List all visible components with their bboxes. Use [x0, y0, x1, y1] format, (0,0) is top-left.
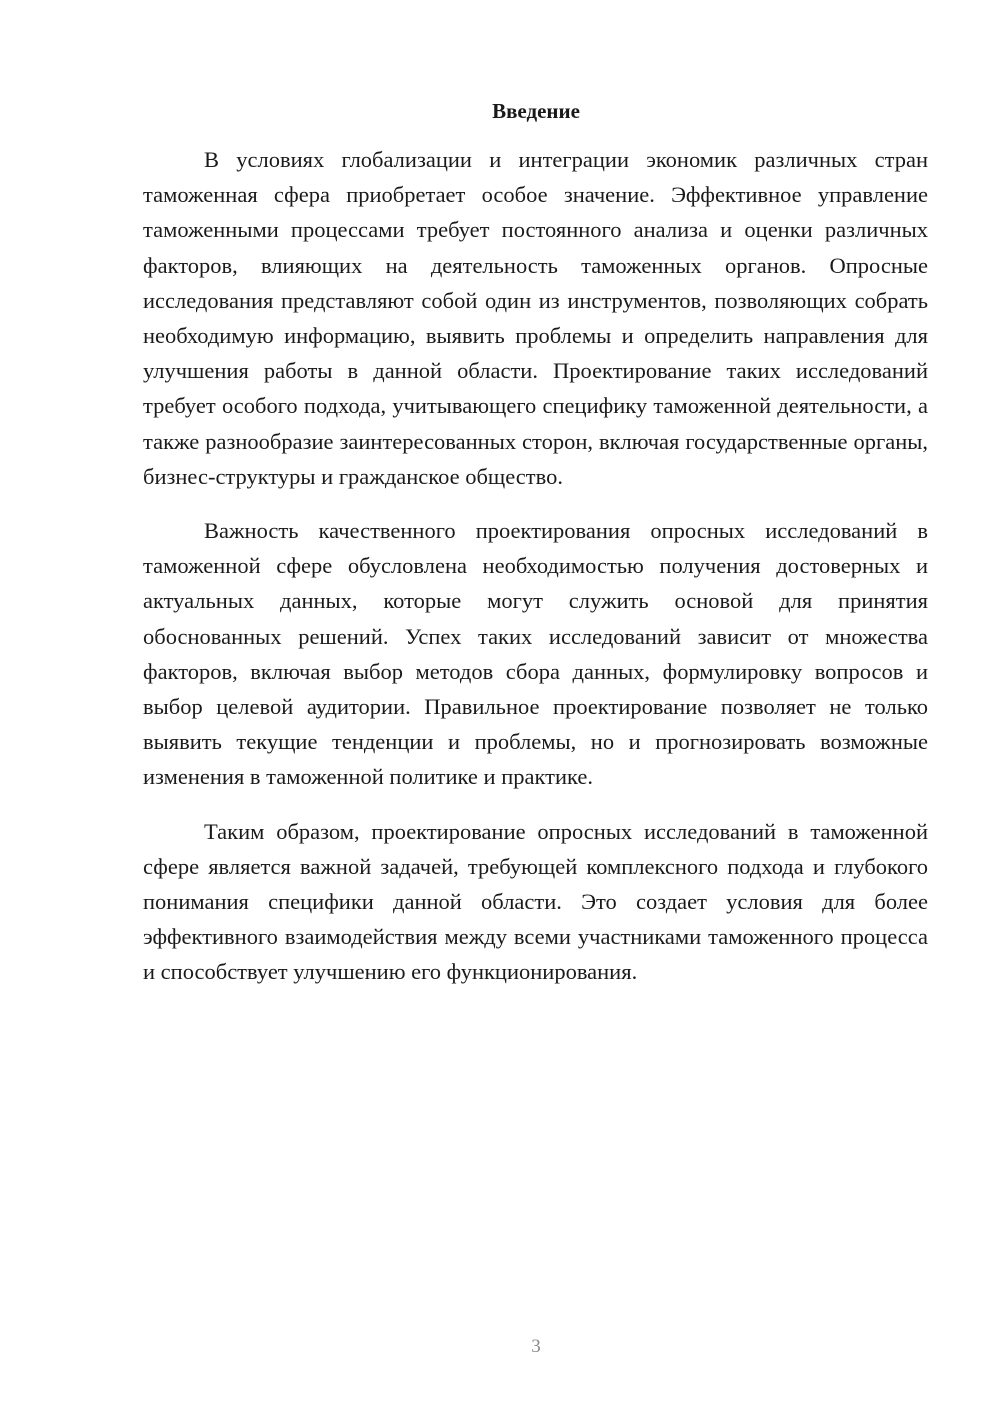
page-number: 3 [531, 1336, 541, 1357]
paragraph-2: Важность качественного проектирования опросных исследований в таможенной сфере обусловлена необходимостью получения достоверных и актуальных данных, которые могут служить основой для принятия обоснованных решений. Успех таких исследований зависит от множества факторов, включая выбор методов сбора данных, формулировку вопросов и выбор целевой аудитории. Правильное проектирование позволяет не только выявить текущие тенденции и проблемы, но и прогнозировать возможные изменения в таможенной политике и практике. [143, 518, 928, 790]
paragraph-3: Таким образом, проектирование опросных исследований в таможенной сфере является важной задачей, требующей комплексного подхода и глубокого понимания специфики данной области. Это создает условия для более эффективного взаимодействия между всеми участниками таможенного процесса и способствует улучшению его функционирования. [143, 818, 928, 985]
body-text [143, 142, 928, 1009]
section-heading: Введение [492, 99, 580, 123]
paragraph-1: В условиях глобализации и интеграции экономик различных стран таможенная сфера приобретает особое значение. Эффективное управление таможенными процессами требует постоянного анализа и оценки различных факторов, влияющих на деятельность таможенных органов. Опросные исследования представляют собой один из инструментов, позволяющих собрать необходимую информацию, выявить проблемы и определить направления для улучшения работы в данной области. Проектирование таких исследований требует особого подхода, учитывающего специфику таможенной деятельности, а также разнообразие заинтересованных сторон, включая государственные органы, бизнес-структуры и гражданское общество. [143, 147, 928, 489]
